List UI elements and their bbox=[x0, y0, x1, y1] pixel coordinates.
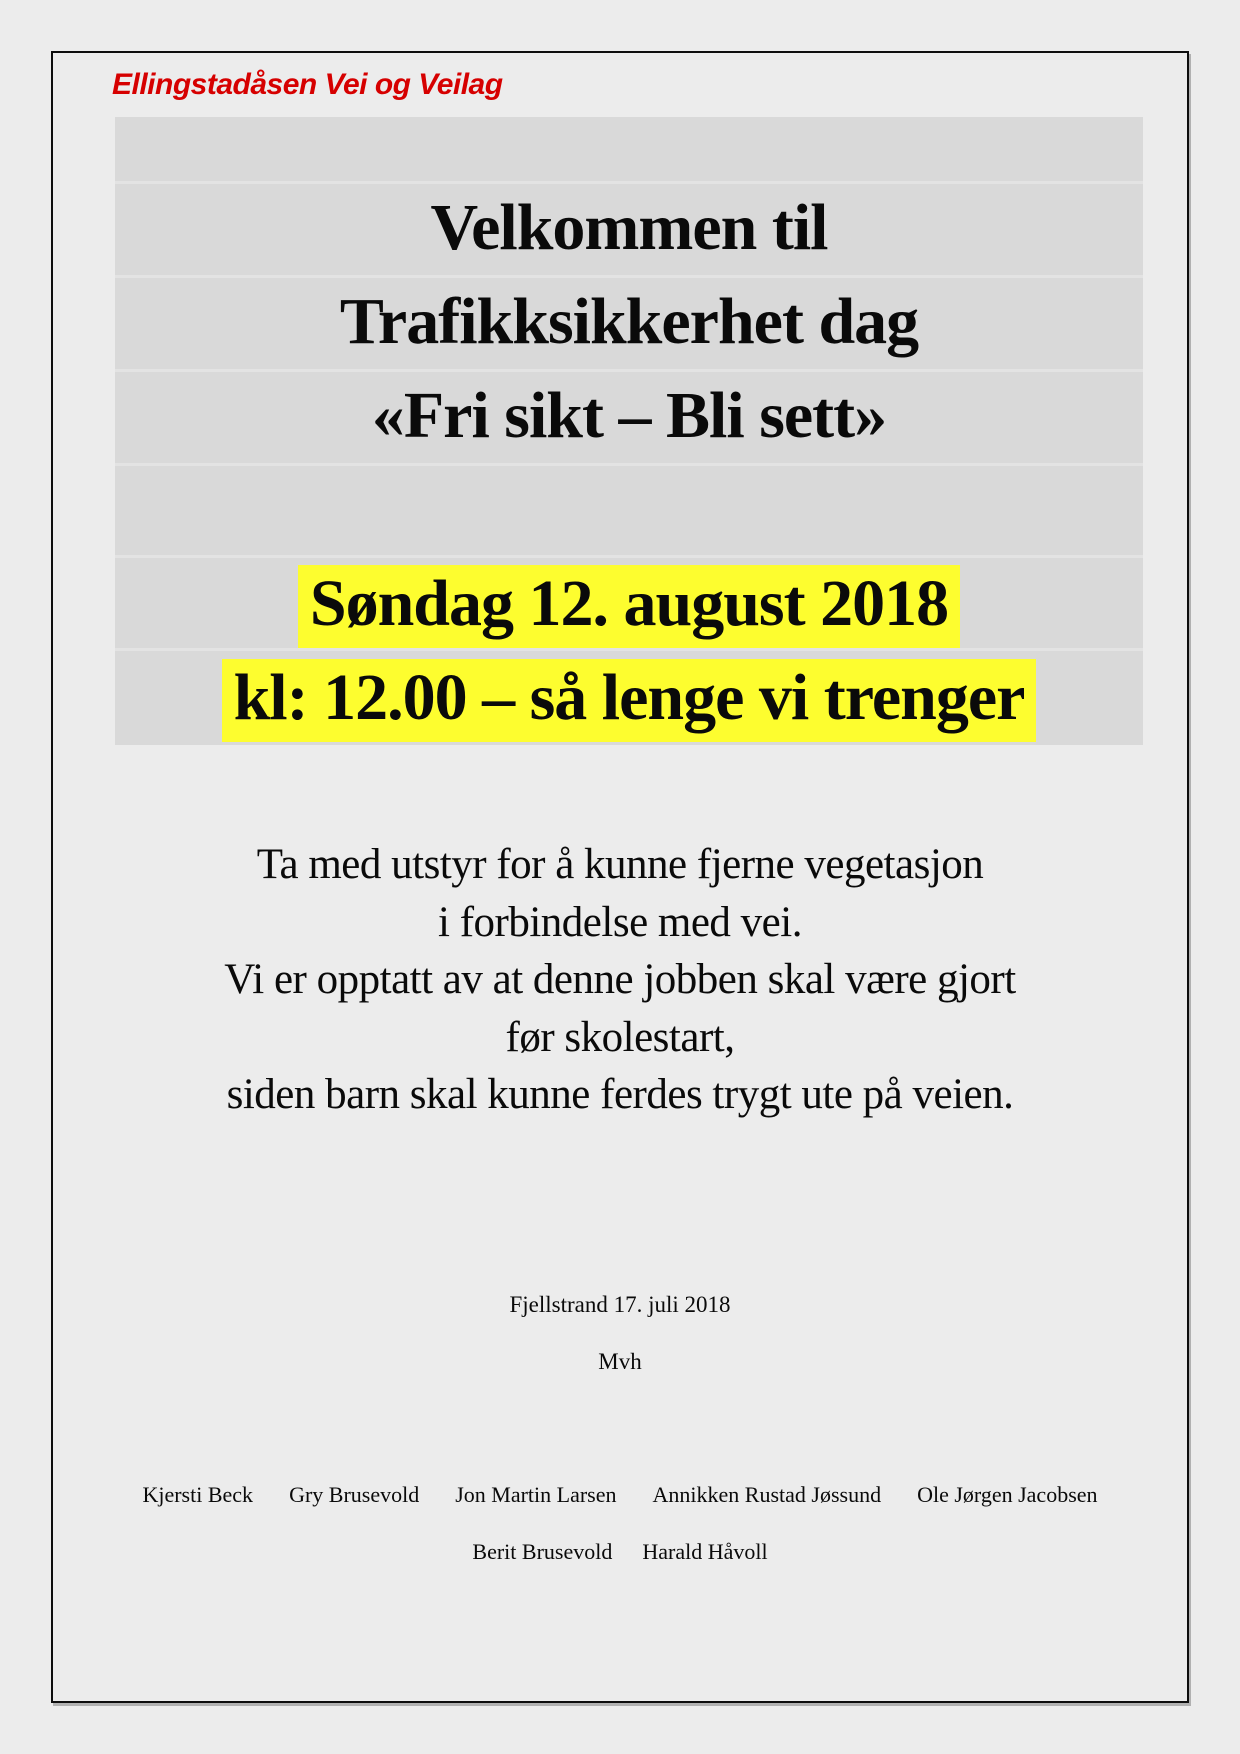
signatory-name: Gry Brusevold bbox=[289, 1482, 420, 1507]
title-line-2: Trafikksikkerhet dag bbox=[339, 285, 919, 358]
signatories-row-2 bbox=[57, 1537, 1183, 1567]
event-date-line bbox=[115, 557, 1143, 651]
signatory-name: Annikken Rustad Jøssund bbox=[652, 1482, 882, 1507]
title-line-3: «Fri sikt – Bli sett» bbox=[371, 379, 887, 452]
signatories-row-1 bbox=[57, 1480, 1183, 1510]
signatory-name: Kjersti Beck bbox=[142, 1482, 254, 1507]
body-text bbox=[57, 836, 1183, 1124]
event-date-highlight: Søndag 12. august 2018 bbox=[298, 565, 960, 648]
signatory-name: Jon Martin Larsen bbox=[455, 1482, 617, 1507]
signatory-name: Harald Håvoll bbox=[642, 1539, 768, 1564]
signatory-name: Berit Brusevold bbox=[472, 1539, 613, 1564]
signatory-name: Ole Jørgen Jacobsen bbox=[917, 1482, 1098, 1507]
signoff-place-date: Fjellstrand 17. juli 2018 bbox=[509, 1292, 731, 1317]
signoff-regards: Mvh bbox=[598, 1349, 642, 1374]
title-line-1: Velkommen til bbox=[430, 191, 828, 264]
event-datetime bbox=[115, 557, 1143, 745]
paragraph-gap-line bbox=[115, 463, 1143, 466]
poster-title bbox=[115, 181, 1143, 463]
organization-header: Ellingstadåsen Vei og Veilag bbox=[112, 68, 503, 101]
event-time-highlight: kl: 12.00 – så lenge vi trenger bbox=[222, 659, 1037, 742]
body-line-3: Vi er opptatt av at denne jobben skal være gjort bbox=[224, 956, 1016, 1003]
body-line-1: Ta med utstyr for å kunne fjerne vegetasjon bbox=[256, 841, 984, 888]
title-shading-box bbox=[115, 117, 1143, 745]
body-line-4: før skolestart, bbox=[505, 1013, 735, 1061]
body-line-5: siden barn skal kunne ferdes trygt ute på veien. bbox=[226, 1071, 1014, 1118]
event-time-line bbox=[115, 651, 1143, 745]
body-line-2: i forbindelse med vei. bbox=[438, 898, 802, 946]
